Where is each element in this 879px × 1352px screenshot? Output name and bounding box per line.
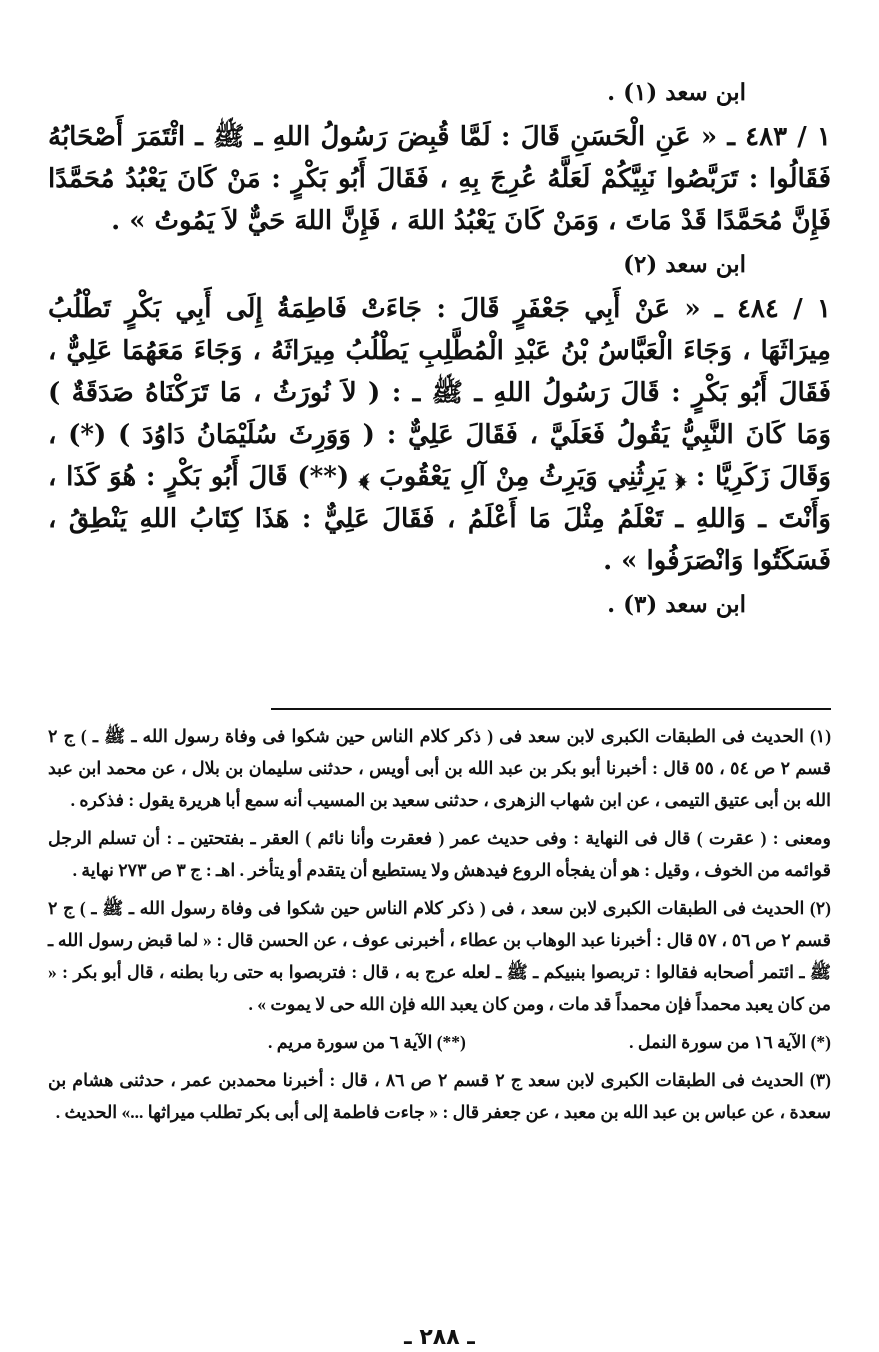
source-citation: ابن سعد (١) . [607, 79, 746, 106]
source-citation: ابن سعد (٣) . [607, 591, 746, 618]
verse-notes [48, 1026, 831, 1058]
hadith-text: « عَنْ أَبِي جَعْفَرٍ قَالَ : جَاءَتْ فَاطِمَةُ إِلَى أَبِي بَكْرٍ تَطْلُبُ مِيرَاثَهَا ، وَجَاءَ الْعَبَّاسُ بْنُ عَبْدِ الْمُطَّلِبِ يَطْلُبُ مِيرَاثَهُ ، وَجَاءَ مَعَهُمَا عَلِيٌّ ، فَقَالَ أَبُو بَكْرٍ : قَالَ رَسُولُ اللهِ ـ ﷺ ـ : ( لاَ نُورَثُ ، مَا تَرَكْنَاهُ صَدَقَةٌ ) وَمَا كَانَ النَّبِيُّ يَقُولُ فَعَلَيَّ ، فَقَالَ عَلِيٌّ : ( وَوَرِثَ سُلَيْمَانُ دَاوُدَ ) (*) ، وَقَالَ زَكَرِيَّا : ﴿ يَرِثُنِي وَيَرِثُ مِنْ آلِ يَعْقُوبَ ﴾ (**) قَالَ أَبُو بَكْرٍ : هُوَ كَذَا ، وَأَنْتَ ـ وَاللهِ ـ تَعْلَمُ مِثْلَ مَا أَعْلَمُ ، فَقَالَ عَلِيٌّ : هَذَا كِتَابُ اللهِ يَنْطِقُ ، فَسَكَتُوا وَانْصَرَفُوا » . [48, 294, 831, 576]
footnote: (٢) الحديث فى الطبقات الكبرى لابن سعد ، فى ( ذكر كلام الناس حين شكوا فى وفاة رسول الله ـ ﷺ ـ ) ج ٢ قسم ٢ ص ٥٦ ، ٥٧ قال : أخبرنا عبد الوهاب بن عطاء ، أخبرنى عوف ، عن الحسن قال : « لما قبض رسول الله ـ ﷺ ـ ائتمر أصحابه فقالوا : تربصوا بنبيكم ـ ﷺ ـ لعله عرج به ، قال : فتربصوا به حتى ربا بطنه ، قال أبو بكر : « من كان يعبد محمداً فإن محمداً قد مات ، ومن كان يعبد الله فإن الله حى لا يموت » . [48, 898, 831, 1014]
footnote: ومعنى : ( عقرت ) قال فى النهاية : وفى حديث عمر ( فعقرت وأنا نائم ) العقر ـ بفتحتين ـ : أن تسلم الرجل قوائمه من الخوف ، وقيل : هو أن يفجأه الروع فيدهش ولا يستطيع أن يتقدم أو يتأخر . اهـ : ج ٣ ص ٢٧٣ نهاية . [48, 828, 831, 880]
document-page [48, 70, 831, 1352]
footnote-divider [271, 708, 831, 710]
verse-note: (**) الآية ٦ من سورة مريم . [268, 1032, 466, 1052]
hadith-paragraph [48, 116, 831, 242]
verse-note: (*) الآية ١٦ من سورة النمل . [629, 1032, 831, 1052]
page-number: ـ ٢٨٨ ـ [404, 1325, 475, 1350]
footnote: (١) الحديث فى الطبقات الكبرى لابن سعد فى ( ذكر كلام الناس حين شكوا فى وفاة رسول الله ـ ﷺ ـ ) ج ٢ قسم ٢ ص ٥٤ ، ٥٥ قال : أخبرنا أبو بكر بن عبد الله بن أبى أويس ، حدثنى سليمان بن بلال ، عن محمد ابن عبد الله بن أبى عتيق التيمى ، عن ابن شهاب الزهرى ، حدثنى سعيد بن المسيب أنه سمع أبا هريرة يقول : فذكره . [48, 726, 832, 810]
source-citation: ابن سعد (٢) [623, 251, 746, 278]
hadith-paragraph [48, 288, 831, 582]
hadith-number: ١ / ٤٨٤ ـ [714, 294, 831, 324]
hadith-number: ١ / ٤٨٣ ـ [727, 122, 831, 152]
hadith-text: « عَنِ الْحَسَنِ قَالَ : لَمَّا قُبِضَ رَسُولُ اللهِ ـ ﷺ ـ ائْتَمَرَ أَصْحَابُهُ فَقَالُوا : تَرَبَّصُوا نَبِيَّكُمْ لَعَلَّهُ عُرِجَ بِهِ ، فَقَالَ أَبُو بَكْرٍ : مَنْ كَانَ يَعْبُدُ مُحَمَّدًا فَإِنَّ مُحَمَّدًا قَدْ مَاتَ ، وَمَنْ كَانَ يَعْبُدُ اللهَ ، فَإِنَّ اللهَ حَيٌّ لاَ يَمُوتُ » . [48, 122, 831, 236]
footnote: (٣) الحديث فى الطبقات الكبرى لابن سعد ج ٢ قسم ٢ ص ٨٦ ، قال : أخبرنا محمدبن عمر ، حدثنى هشام بن سعدة ، عن عباس بن عبد الله بن معبد ، عن جعفر قال : « جاءت فاطمة إلى أبى بكر تطلب ميراثها ...» الحديث . [48, 1070, 831, 1122]
footnotes [48, 720, 831, 1134]
